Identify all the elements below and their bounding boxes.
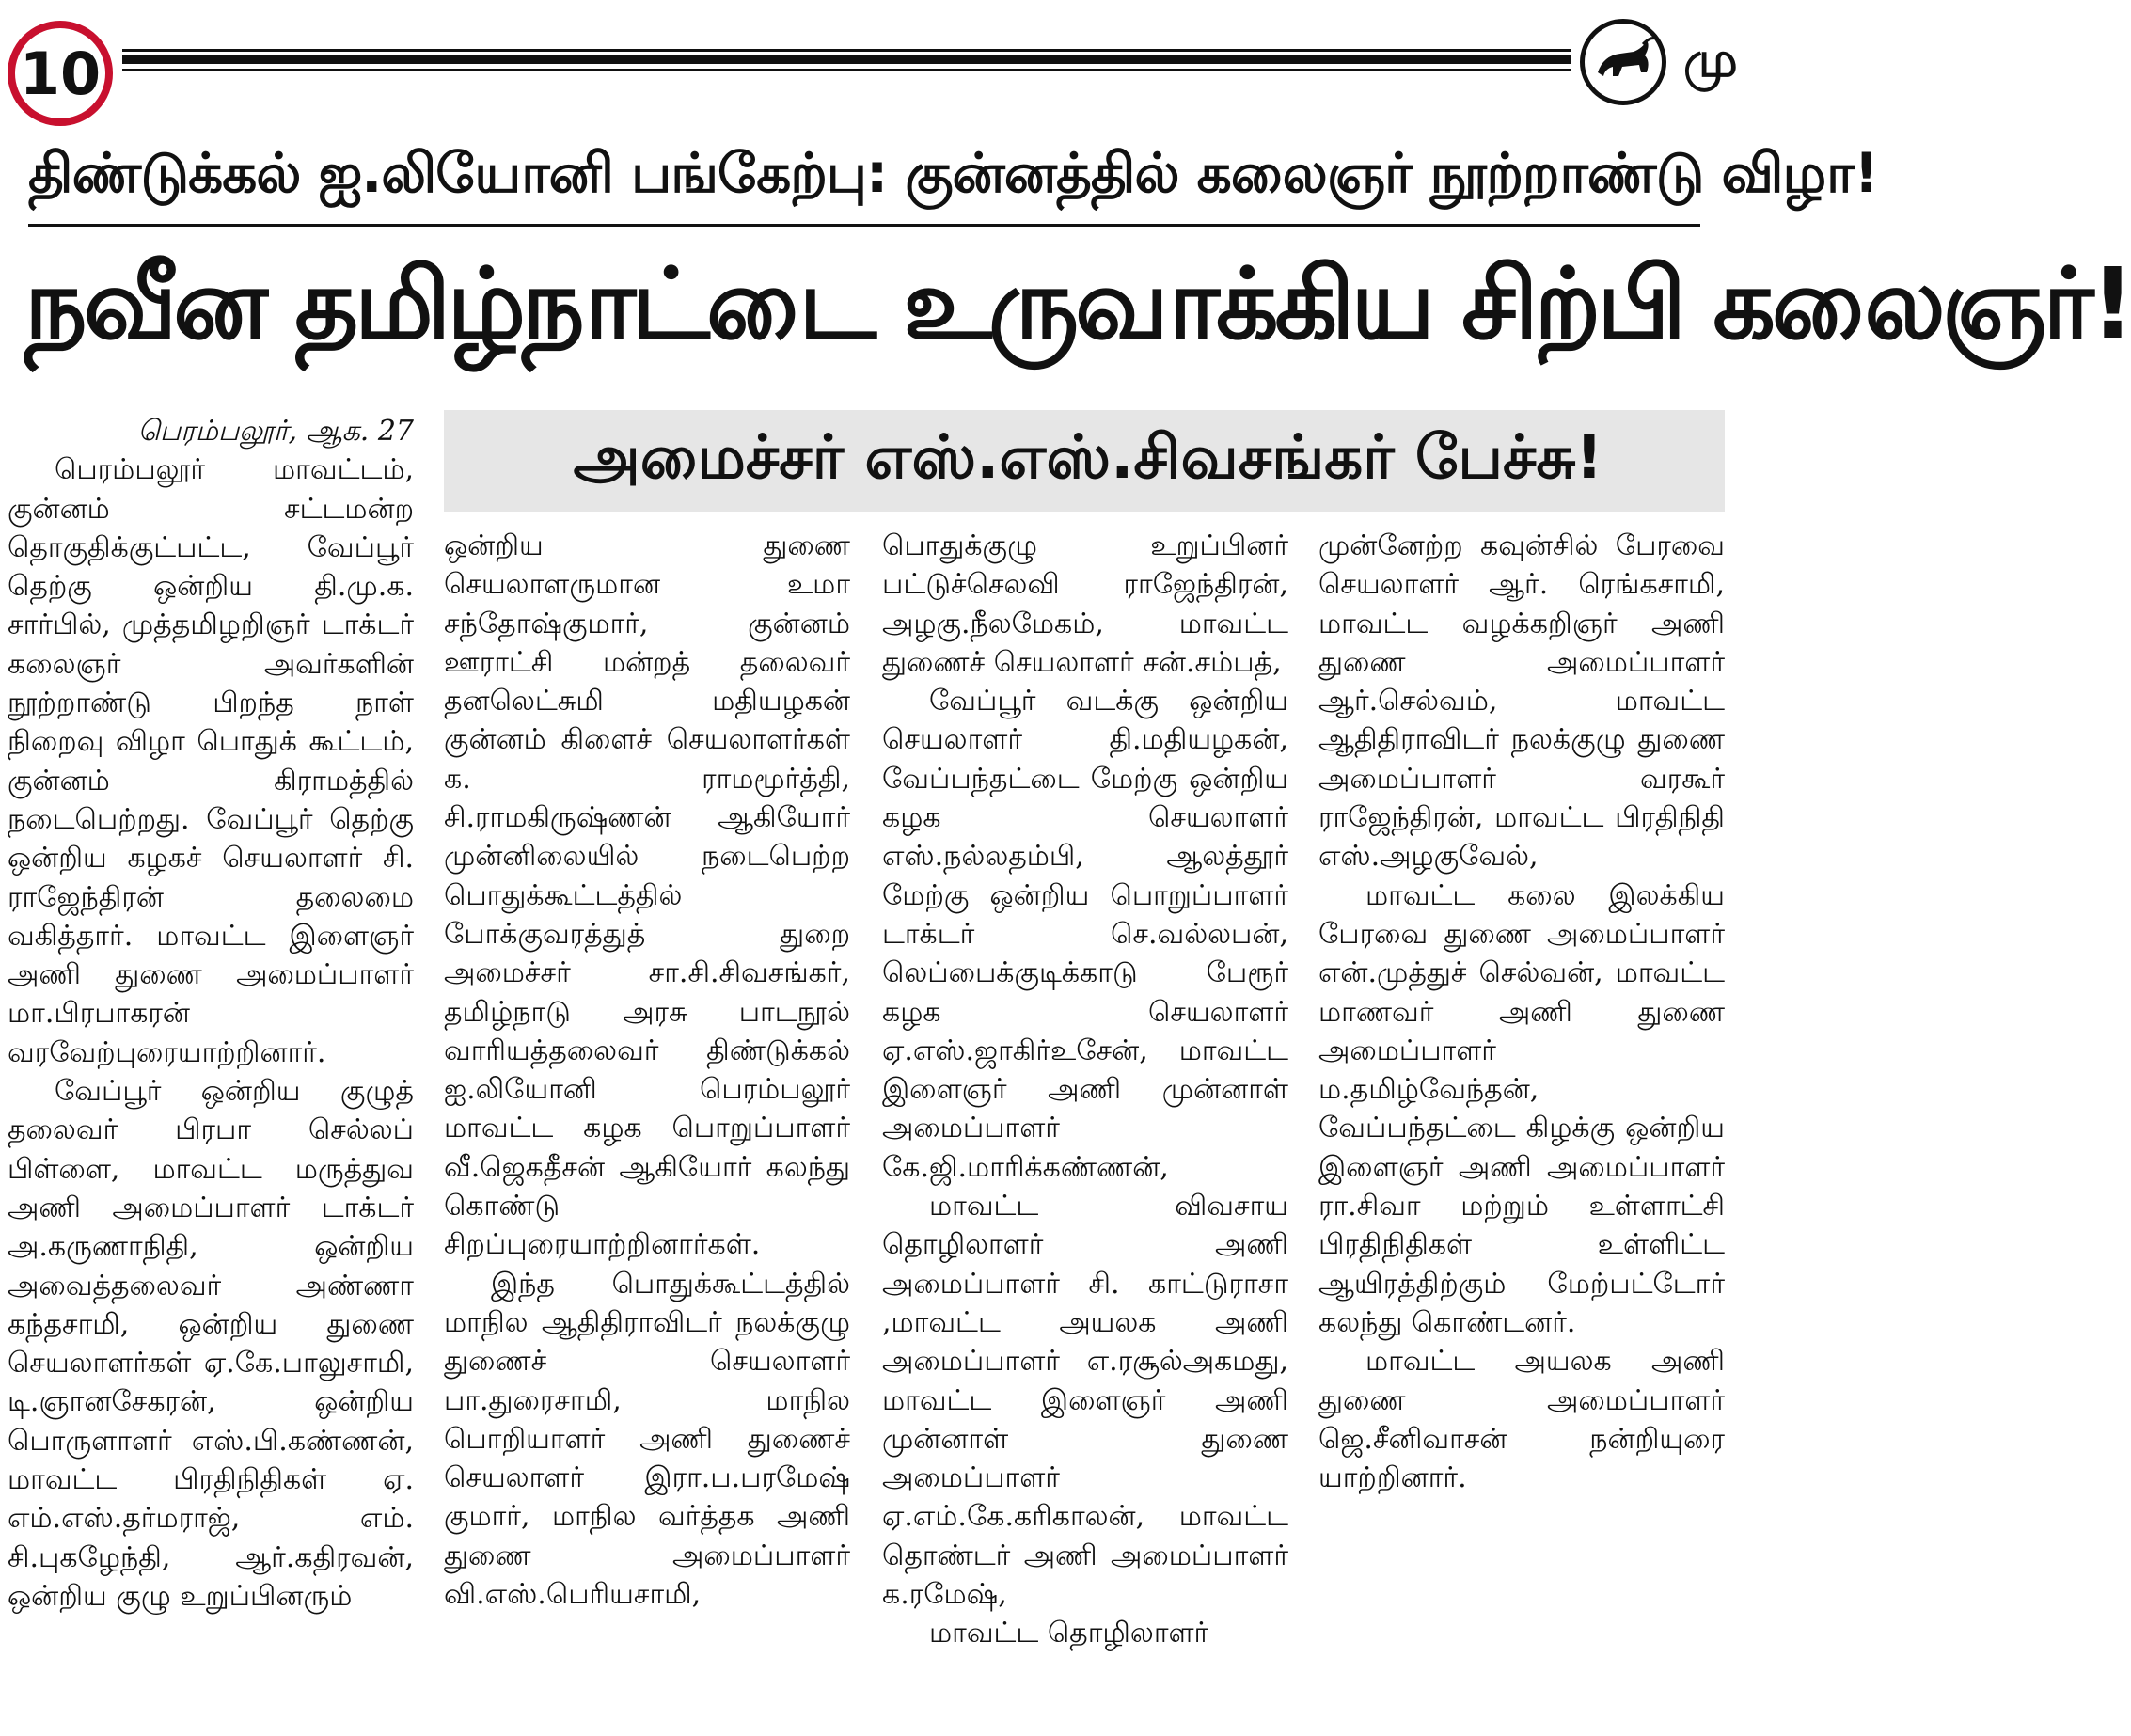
article-column-1 (8, 412, 414, 1616)
kicker-headline: திண்டுக்கல் ஐ.லியோனி பங்கேற்பு: குன்னத்தில் கலைஞர் நூற்றாண்டு விழா! (28, 141, 1878, 205)
paragraph: மாவட்ட விவசாய தொழிலாளர் அணி அமைப்பாளர் சி. காட்டுராசா ,மாவட்ட அயலக அணி அமைப்பாளர் எ.ரசூல்அகமது, மாவட்ட இளைஞர் அணி முன்னாள் துணை அமைப்பாளர் ஏ.எம்.கே.கரிகாலன், மாவட்ட தொண்டர் அணி அமைப்பாளர் க.ரமேஷ், (882, 1190, 1288, 1612)
subhead-box (444, 410, 1725, 512)
article-column-2 (444, 527, 850, 1614)
paragraph: பெரம்பலூர் மாவட்டம், குன்னம் சட்டமன்ற தொகுதிக்குட்பட்ட, வேப்பூர் தெற்கு ஒன்றிய தி.மு.க. சார்பில், முத்தமிழறிஞர் டாக்டர் கலைஞர் அவர்களின் நூற்றாண்டு பிறந்த நாள் நிறைவு விழா பொதுக் கூட்டம், குன்னம் கிராமத்தில் நடைபெற்றது. வேப்பூர் தெற்கு ஒன்றிய கழகச் செயலாளர் சி. ராஜேந்திரன் தலைமை வகித்தார். மாவட்ட இளைஞர் அணி துணை அமைப்பாளர் மா.பிரபாகரன் வரவேற்புரையாற்றினார். (8, 453, 414, 1069)
page-header (0, 0, 1738, 113)
paragraph: வேப்பூர் ஒன்றிய குழுத் தலைவர் பிரபா செல்லப் பிள்ளை, மாவட்ட மருத்துவ அணி அமைப்பாளர் டாக்டர் அ.கருணாநிதி, ஒன்றிய அவைத்தலைவர் அண்ணா கந்தசாமி, ஒன்றிய துணை செயலாளர்கள் ஏ.கே.பாலுசாமி, டி.ஞானசேகரன், ஒன்றிய பொருளாளர் எஸ்.பி.கண்ணன், மாவட்ட பிரதிநிதிகள் ஏ. எம்.எஸ்.தர்மராஜ், எம். சி.புகழேந்தி, ஆர்.கதிரவன், ஒன்றிய குழு உறுப்பினரும் (8, 1075, 414, 1613)
paragraph: இந்த பொதுக்கூட்டத்தில் மாநில ஆதிதிராவிடர் நலக்குழு துணைச் செயலாளர் பா.துரைசாமி, மாநில பொறியாளர் அணி துணைச் செயலாளர் இரா.ப.பரமேஷ் குமார், மாநில வர்த்தக அணி துணை அமைப்பாளர் வி.எஸ்.பெரியசாமி, (444, 1267, 850, 1612)
paragraph: மாவட்ட தொழிலாளர் (929, 1617, 1209, 1650)
bull-logo-icon (1580, 19, 1666, 105)
paragraph: முன்னேற்ற கவுன்சில் பேரவை செயலாளர் ஆர். ரெங்கசாமி, மாவட்ட வழக்கறிஞர் அணி துணை அமைப்பாளர் ஆர்.செல்வம், மாவட்ட ஆதிதிராவிடர் நலக்குழு துணை அமைப்பாளர் வரகூர் ராஜேந்திரன், மாவட்ட பிரதிநிதி எஸ்.அழகுவேல், (1318, 529, 1725, 874)
article-column-3 (882, 527, 1288, 1653)
paragraph: பொதுக்குழு உறுப்பினர் பட்டுச்செலவி ராஜேந்திரன், அழகு.நீலமேகம், மாவட்ட துணைச் செயலாளர் சன்.சம்பத், (882, 529, 1288, 679)
kicker-divider (28, 224, 1700, 227)
page-number-badge (8, 21, 113, 126)
paragraph: வேப்பூர் வடக்கு ஒன்றிய செயலாளர் தி.மதியழகன், வேப்பந்தட்டை மேற்கு ஒன்றிய கழக செயலாளர் எஸ்.நல்லதம்பி, ஆலத்தூர் மேற்கு ஒன்றிய பொறுப்பாளர் டாக்டர் செ.வல்லபன், லெப்பைக்குடிக்காடு பேரூர் கழக செயலாளர் ஏ.எஸ்.ஜாகிர்உசேன், மாவட்ட இளைஞர் அணி முன்னாள் அமைப்பாளர் கே.ஜி.மாரிக்கண்ணன், (882, 685, 1288, 1184)
page-number: 10 (19, 39, 102, 108)
paragraph: மாவட்ட அயலக அணி துணை அமைப்பாளர் ஜெ.சீனிவாசன் நன்றியுரை யாற்றினார். (1318, 1345, 1725, 1495)
article-column-4 (1318, 527, 1725, 1497)
paragraph: ஒன்றிய துணை செயலாளருமான உமா சந்தோஷ்குமார், குன்னம் ஊராட்சி மன்றத் தலைவர் தனலெட்சுமி மதியழகன் குன்னம் கிளைச் செயலாளர்கள் க. ராமமூர்த்தி, சி.ராமகிருஷ்ணன் ஆகியோர் முன்னிலையில் நடைபெற்ற பொதுக்கூட்டத்தில் போக்குவரத்துத் துறை அமைச்சர் சா.சி.சிவசங்கர், தமிழ்நாடு அரசு பாடநூல் வாரியத்தலைவர் திண்டுக்கல் ஐ.லியோனி பெரம்பலூர் மாவட்ட கழக பொறுப்பாளர் வீ.ஜெகதீசன் ஆகியோர் கலந்து கொண்டு சிறப்புரையாற்றினார்கள். (444, 529, 850, 1262)
header-rule (122, 49, 1571, 79)
paragraph: மாவட்ட கலை இலக்கிய பேரவை துணை அமைப்பாளர் என்.முத்துச் செல்வன், மாவட்ட மாணவர் அணி துணை அமைப்பாளர் ம.தமிழ்வேந்தன், வேப்பந்தட்டை கிழக்கு ஒன்றிய இளைஞர் அணி அமைப்பாளர் ரா.சிவா மற்றும் உள்ளாட்சி பிரதிநிதிகள் உள்ளிட்ட ஆயிரத்திற்கும் மேற்பட்டோர் கலந்து கொண்டனர். (1318, 878, 1725, 1339)
subhead: அமைச்சர் எஸ்.எஸ்.சிவசங்கர் பேச்சு! (573, 423, 1603, 493)
dateline: பெரம்பலூர், ஆக. 27 (137, 415, 414, 448)
masthead-fragment: மு (1683, 32, 1738, 88)
main-headline: நவீன தமிழ்நாட்டை உருவாக்கிய சிற்பி கலைஞர்! (24, 246, 2131, 361)
